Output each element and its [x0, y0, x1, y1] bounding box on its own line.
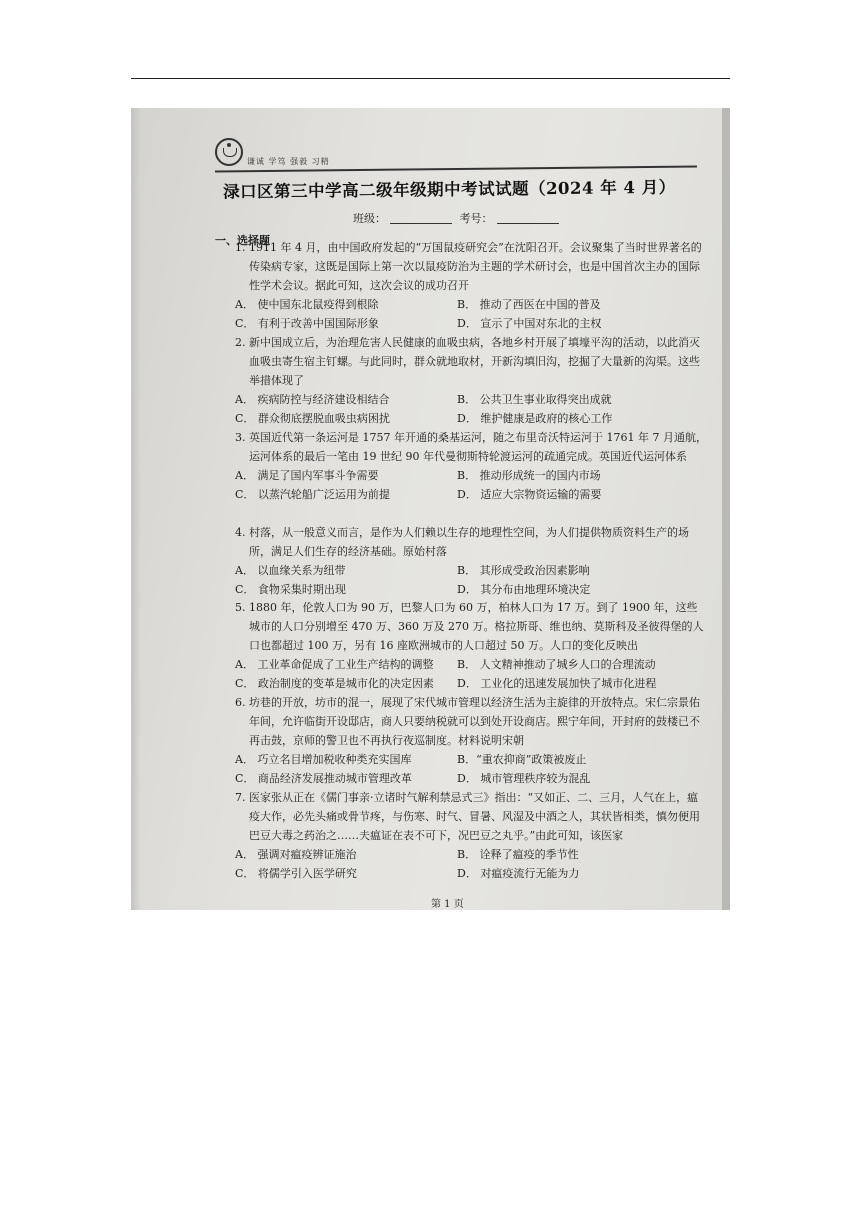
school-logo-icon [215, 138, 243, 166]
option-a: A． 强调对瘟疫辨证施治 [235, 848, 357, 861]
page-number: 第 1 页 [431, 899, 464, 910]
class-id-line [353, 210, 563, 226]
class-blank [390, 223, 452, 224]
question-stem: 6. 坊巷的开放，坊市的混一，展现了宋代城市管理以经济生活为主旋律的开放特点。宋仁宗景佑年间，允许临街开设邸店，商人只要纳税就可以到处开设商店。熙宁年间，开封府的鼓楼已不再击鼓，京师的警卫也不再执行夜巡制度。材料说明宋朝 [235, 696, 700, 747]
option-d: D． 适应大宗物资运输的需要 [457, 488, 602, 501]
top-rule [131, 78, 730, 79]
question-4 [235, 523, 707, 599]
question-7 [235, 788, 707, 883]
option-d: D． 宣示了中国对东北的主权 [457, 317, 602, 330]
option-b: B． 人文精神推动了城乡人口的合理流动 [457, 658, 656, 671]
question-5 [235, 598, 707, 693]
option-c: C． 有利于改善中国国际形象 [235, 317, 379, 330]
school-motto: 谦诚 学笃 强毅 习精 [247, 157, 330, 166]
option-c: C． 将儒学引入医学研究 [235, 867, 357, 880]
question-2 [235, 333, 707, 428]
options [235, 466, 707, 504]
photo-shadow [131, 108, 141, 910]
option-a: A． 巧立名目增加税收种类充实国库 [235, 753, 412, 766]
option-a: A． 以血缘关系为纽带 [235, 564, 346, 577]
question-1 [235, 238, 707, 333]
option-d: D． 其分布由地理环境决定 [457, 583, 591, 596]
photo-edge [722, 108, 730, 910]
option-a: A． 满足了国内军事斗争需要 [235, 469, 379, 482]
options [235, 295, 707, 333]
option-b: B． 推动形成统一的国内市场 [457, 469, 601, 482]
options [235, 750, 707, 788]
question-stem: 5. 1880 年，伦敦人口为 90 万，巴黎人口为 60 万，柏林人口为 17 万。到了 1900 年，这些城市的人口分别增至 470 万、360 万及 270 万。格拉斯哥、维也纳、莫斯科及圣彼得堡的人口也都超过 100 万，另有 16 座欧洲城市的人口超过 50 万。人口的变化反映出 [235, 601, 704, 652]
option-a: A． 疾病防控与经济建设相结合 [235, 393, 390, 406]
exam-photo [131, 108, 730, 910]
option-c: C． 商品经济发展推动城市管理改革 [235, 772, 412, 785]
option-c: C． 群众彻底摆脱血吸虫病困扰 [235, 412, 390, 425]
option-c: C． 以蒸汽轮船广泛运用为前提 [235, 488, 390, 501]
option-c: C． 食物采集时期出现 [235, 583, 346, 596]
option-a: A． 工业革命促成了工业生产结构的调整 [235, 658, 434, 671]
question-stem: 4. 村落，从一般意义而言，是作为人们赖以生存的地理性空间，为人们提供物质资料生产的场所，满足人们生存的经济基础。原始村落 [235, 526, 689, 558]
section-heading: 一、选择题 [215, 234, 270, 247]
id-blank [497, 223, 559, 224]
class-label: 班级： [353, 212, 386, 225]
question-stem: 2. 新中国成立后，为治理危害人民健康的血吸虫病，各地乡村开展了填壕平沟的活动，以此消灭血吸虫寄生宿主钉螺。与此同时，群众就地取材，开新沟填旧沟，挖掘了大量新的沟渠。这些举措体现了 [235, 336, 700, 387]
option-a: A． 使中国东北鼠疫得到根除 [235, 298, 379, 311]
question-3 [235, 428, 707, 504]
question-stem: 1. 1911 年 4 月，由中国政府发起的“万国鼠疫研究会”在沈阳召开。会议聚集了当时世界著名的传染病专家，这既是国际上第一次以鼠疫防治为主题的学术研讨会，也是中国首次主办的国际性学术会议。据此可知，这次会议的成功召开 [235, 241, 702, 292]
option-b: B． 诠释了瘟疫的季节性 [457, 848, 579, 861]
option-b: B．“重农抑商”政策被废止 [457, 753, 587, 766]
options [235, 655, 707, 693]
options [235, 561, 707, 599]
id-label: 考号： [459, 212, 493, 225]
option-b: B． 公共卫生事业取得突出成就 [457, 393, 612, 406]
options [235, 390, 707, 428]
option-b: B． 其形成受政治因素影响 [457, 564, 590, 577]
option-d: D． 维护健康是政府的核心工作 [457, 412, 613, 425]
option-d: D． 对瘟疫流行无能为力 [457, 867, 580, 880]
option-b: B． 推动了西医在中国的普及 [457, 298, 601, 311]
exam-title: 渌口区第三中学高二级年级期中考试试题（2024 年 4 月） [222, 177, 676, 202]
question-stem: 3. 英国近代第一条运河是 1757 年开通的桑基运河，随之布里奇沃特运河于 1761 年 7 月通航，运河体系的最后一笔由 19 世纪 90 年代曼彻斯特轮渡运河的疏通完成。英国近代运河体系 [235, 431, 707, 463]
option-c: C． 政治制度的变革是城市化的决定因素 [235, 677, 434, 690]
question-stem: 7. 医家张从正在《儒门事亲·立诸时气解利禁忌式三》指出：“又如正、二、三月，人气在上，瘟疫大作，必先头痛或骨节疼，与伤寒、时气、冒暑、风湿及中酒之人，其状皆相类，慎勿便用巴豆大毒之药治之……夫瘟证在表不可下，况巴豆之丸乎。”由此可知，该医家 [235, 791, 700, 842]
question-6 [235, 693, 707, 788]
options [235, 845, 707, 883]
option-d: D． 工业化的迅速发展加快了城市化进程 [457, 677, 657, 690]
option-d: D． 城市管理秩序较为混乱 [457, 772, 591, 785]
